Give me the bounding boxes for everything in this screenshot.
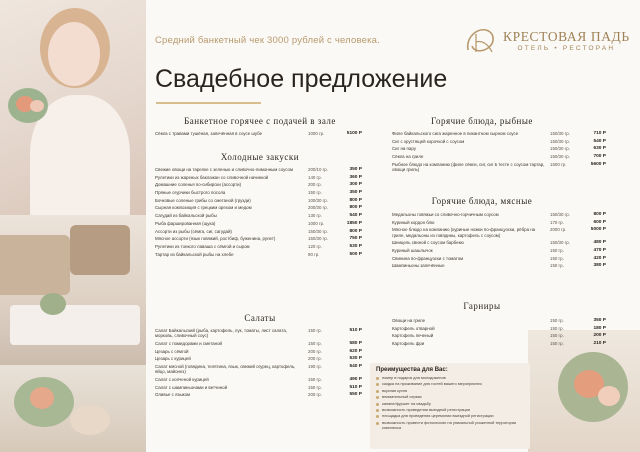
monogram-icon [462, 26, 498, 56]
menu-item-price: 800 Р [349, 205, 362, 211]
bullet-icon [376, 396, 379, 399]
menu-item-name: Шампиньоны запечённые [392, 263, 445, 269]
menu-item-price: 540 Р [349, 364, 362, 370]
menu-item-weight: 2000 гр. [550, 227, 567, 233]
menu-item [155, 175, 362, 180]
menu-item-weight: 150 гр. [550, 341, 564, 347]
menu-item-weight: 150 гр. [550, 263, 564, 269]
advantage-item [376, 389, 524, 394]
menu-item-weight: 1500 гр. [550, 161, 567, 167]
logo-subtitle: ОТЕЛЬ • РЕСТОРАН [517, 44, 616, 52]
menu-item-price: 600 Р [593, 219, 606, 225]
bouquet-flower [30, 100, 44, 112]
bouquet-flower [598, 386, 620, 406]
advantage-text: номер в подарок для молодоженов [382, 375, 446, 380]
menu-item-name: Рыбное блюдо на компанию (филе сёмги, сиг, сиг в тесте с соусом тартар, овощи гриль) [392, 161, 545, 173]
menu-item [155, 392, 362, 397]
menu-item [155, 131, 362, 136]
logo-title: КРЕСТОВАЯ ПАДЬ [503, 28, 630, 44]
hotel-logo [462, 26, 630, 56]
menu-item-weight: 150 гр. [308, 190, 322, 196]
menu-item-price: 210 Р [593, 341, 606, 347]
advantage-item [376, 421, 524, 431]
advantage-item [376, 382, 524, 387]
page-title: Свадебное предложение [155, 65, 448, 93]
menu-item-name: Сиг на пару [392, 146, 416, 152]
menu-item-price: 360 Р [349, 174, 362, 180]
menu-item-name: Салат мясной (говядина, телятина, язык, свежий огурец, картофель, яйцо, майонез) [155, 364, 296, 375]
menu-item-price: 800 Р [349, 197, 362, 203]
menu-item-name: Свежие овощи на тарелке с зеленью и сливочно-лимонным соусом [155, 167, 294, 172]
menu-item-price: 350 Р [349, 167, 362, 172]
menu-item-name: Шницель свиной с соусом барбекю [392, 240, 464, 246]
menu-item-weight: 100/30 гр. [308, 197, 328, 203]
menu-item-weight: 150 гр. [308, 384, 322, 390]
menu-item-price: 5000 Р [590, 227, 606, 233]
menu-item-name: Салат с помидорами и сметаной [155, 340, 222, 346]
menu-item-weight: 150/30 гр. [550, 131, 570, 136]
bullet-icon [376, 390, 379, 393]
menu-item-name: Пряные огурчики быстрого посола [155, 190, 226, 196]
menu-cold [155, 167, 362, 259]
menu-item-weight: 150/30 гр. [308, 236, 328, 242]
menu-item [155, 229, 362, 234]
menu-item-weight: 200 гр. [308, 348, 322, 354]
menu-item-name: Картофель фри [392, 341, 425, 347]
menu-item-weight: 150 гр. [550, 255, 564, 261]
menu-item-price: 510 Р [349, 328, 362, 333]
advantage-text: канапе/фуршет на свадьбу [382, 400, 431, 406]
menu-item-price: 530 Р [349, 243, 362, 249]
menu-item [392, 318, 606, 323]
menu-item-price: 420 Р [593, 255, 606, 261]
menu-item [392, 131, 606, 136]
menu-item-price: 490 Р [349, 377, 362, 383]
menu-item-price: 5600 Р [590, 161, 606, 167]
menu-item [155, 244, 362, 249]
menu-item-weight: 140 гр. [308, 174, 322, 180]
menu-item-name: Сёмга с травами тушёная, запечённая в соусе шубе [155, 131, 263, 136]
menu-item-name: Тартар из байкальской рыбы на хлебе [155, 251, 234, 257]
menu-item-price: 380 Р [593, 263, 606, 269]
menu-item-weight: 190 гр. [308, 364, 322, 370]
menu-item-name: Домашние соленья по-сибирски (ассорти) [155, 182, 242, 188]
menu-item-weight: 150 гр. [308, 377, 322, 383]
menu-item-name: Цезарь с курицей [155, 356, 191, 362]
menu-item-price: 540 Р [593, 138, 606, 144]
menu-item-price: 470 Р [593, 248, 606, 254]
menu-item-price: 480 Р [593, 240, 606, 246]
bride-photo [0, 0, 146, 215]
advantage-text: площадка для проведения церемонии выездной регистрации [382, 413, 494, 419]
hall-window [70, 225, 130, 275]
menu-item-price: 800 Р [349, 228, 362, 234]
menu-fish [392, 131, 606, 175]
bullet-icon [376, 409, 379, 412]
menu-item-weight: 170 гр. [550, 219, 564, 225]
menu-item-name: Рыба фаршированная (щука) [155, 220, 216, 226]
menu-item-weight: 200 гр. [308, 392, 322, 398]
menu-item-price: 350 Р [593, 318, 606, 323]
menu-item-price: 550 Р [349, 392, 362, 398]
advantage-item [376, 395, 524, 400]
menu-item-weight: 150 гр. [550, 318, 564, 323]
menu-item-weight: 200/30 гр. [308, 205, 328, 211]
bullet-icon [376, 403, 379, 406]
menu-item [392, 154, 606, 159]
menu-item [155, 167, 362, 172]
menu-item [392, 326, 606, 331]
menu-item-weight: 150/30 гр. [550, 240, 570, 246]
menu-item-weight: 150 гр. [308, 328, 322, 333]
menu-item-name: Оливье с языком [155, 392, 191, 398]
menu-item-name: Салат с копченой курицей [155, 377, 209, 383]
menu-item [155, 236, 362, 241]
menu-item-name: Цезарь с сёмгой [155, 348, 189, 354]
menu-item [392, 333, 606, 338]
ribbon-shape [70, 405, 110, 435]
advantage-item [376, 376, 524, 381]
menu-item-price: 580 Р [349, 340, 362, 346]
advantage-text: возможность проведения выездной регистрации [382, 406, 470, 412]
menu-item-name: Сёмга на гриле [392, 154, 424, 160]
menu-item-weight: 150/30 гр. [550, 154, 570, 160]
menu-item [392, 240, 606, 245]
section-heading-cold: Холодные закуски [220, 152, 300, 162]
menu-item-price: 540 Р [349, 213, 362, 219]
menu-item [392, 139, 606, 144]
advantage-text: скидка на проживание для гостей вашего мероприятия [382, 381, 482, 387]
menu-salads [155, 328, 362, 400]
bouquet-flower [30, 387, 54, 409]
menu-item-weight: 120 гр. [308, 243, 322, 249]
menu-item-weight: 200/10 гр. [308, 167, 328, 172]
menu-item-weight: 150/30 гр. [550, 212, 570, 217]
menu-sides [392, 318, 606, 349]
section-heading-meat: Горячие блюда, мясные [431, 196, 533, 206]
menu-item-weight: 150 гр. [550, 325, 564, 331]
menu-item [155, 377, 362, 382]
menu-item [155, 190, 362, 195]
title-divider [156, 102, 261, 104]
menu-meat [392, 212, 606, 271]
section-heading-fish: Горячие блюда, рыбные [431, 116, 533, 126]
bullet-icon [376, 415, 379, 418]
hall-photo [0, 215, 146, 365]
face-shape [48, 22, 100, 86]
menu-item-name: Овощи на гриле [392, 318, 426, 323]
average-check-text: Средний банкетный чек 3000 рублей с человека. [155, 35, 380, 46]
bullet-icon [376, 422, 379, 425]
menu-item-weight: 200 гр. [308, 182, 322, 188]
menu-item-name: Филе байкальского сига жаренное в пикантном сырном соусе [392, 131, 519, 136]
menu-item-name: Рулетики из тонкого лаваша с сёмгой и сыром [155, 243, 250, 249]
menu-item [155, 213, 362, 218]
section-heading-salads: Салаты [244, 313, 276, 323]
menu-item-weight: 1000 гр. [308, 131, 325, 136]
menu-item-price: 750 Р [349, 236, 362, 242]
menu-item-name: Куриный кордон блю [392, 219, 435, 225]
menu-item [155, 328, 362, 339]
menu-item-weight: 150/30 гр. [550, 146, 570, 152]
table-flowers [40, 293, 66, 315]
bouquet-photo [0, 365, 146, 452]
menu-item-price: 530 Р [349, 356, 362, 362]
menu-item [155, 341, 362, 346]
menu-item [392, 162, 606, 173]
section-heading-sides: Гарниры [463, 301, 501, 311]
menu-item [155, 356, 362, 361]
menu-item-price: 700 Р [593, 154, 606, 160]
menu-item [155, 349, 362, 354]
menu-item-price: 1850 Р [346, 220, 362, 226]
menu-item-name: Медальоны говяжьи со сливочно-горчичным соусом [392, 212, 499, 217]
hall-window [0, 235, 70, 295]
menu-banquet [155, 131, 362, 139]
menu-item [392, 227, 606, 238]
menu-item [155, 385, 362, 390]
advantage-item [376, 414, 524, 419]
menu-item-name: Свинина по-французски с томатом [392, 255, 464, 261]
menu-item-price: 500 Р [349, 251, 362, 257]
menu-item-price: 620 Р [349, 348, 362, 354]
advantage-item [376, 402, 524, 407]
menu-item-name: Рулетики из жареных баклажан со сливочной начинкой [155, 174, 269, 180]
menu-item-price: 180 Р [593, 325, 606, 331]
menu-item-price: 5100 Р [346, 131, 362, 136]
menu-item [155, 252, 362, 257]
menu-item-weight: 90 гр. [308, 251, 320, 257]
menu-item [392, 256, 606, 261]
menu-item [155, 221, 362, 226]
menu-item-name: Сырная композиция с грецким орехом и медом [155, 205, 252, 211]
menu-item-price: 800 Р [593, 212, 606, 217]
menu-item-weight: 130 гр. [308, 213, 322, 219]
section-heading-banquet: Банкетное горячее с подачей в зале [184, 116, 336, 126]
bullet-icon [376, 383, 379, 386]
menu-item-name: Мясное ассорти (язык говяжий, ростбиф, буженина, рулет) [155, 236, 276, 242]
menu-item [392, 212, 606, 217]
advantage-text: вкусная кухня [382, 387, 408, 393]
menu-item-name: Мясное блюдо на компанию (куриные ножки по-французски, рёбра на гриле, медальоны из говядины, картофель с соусом) [392, 227, 536, 238]
menu-item-price: 510 Р [349, 384, 362, 390]
advantage-text: возможность провести фотосессию на уникальной ухоженной территории комплекса [382, 419, 517, 430]
menu-item [155, 182, 362, 187]
menu-item-weight: 150/30 гр. [550, 138, 570, 144]
advantages-list [370, 376, 530, 430]
table-shape [10, 305, 140, 345]
menu-item-name: Куриный шашлычок [392, 248, 433, 254]
menu-item [392, 263, 606, 268]
menu-item [392, 146, 606, 151]
menu-item-name: Картофель отварной [392, 325, 435, 331]
menu-item [392, 220, 606, 225]
menu-item-price: 710 Р [593, 131, 606, 136]
advantages-title: Преимущества для Вас: [376, 367, 448, 373]
menu-item-price: 300 Р [349, 182, 362, 188]
menu-item-name: Салат Байкальский (рыба, картофель, лук, томаты, лист салата, морковь, сливочный соус) [155, 328, 287, 339]
menu-item-weight: 150 гр. [308, 340, 322, 346]
bullet-icon [376, 377, 379, 380]
menu-item-weight: 150/30 гр. [308, 228, 328, 234]
menu-item-weight: 150 гр. [550, 248, 564, 254]
menu-item-name: Картофель печеный [392, 333, 434, 339]
menu-item [392, 248, 606, 253]
menu-item-name: Ассорти из рыбы (сёмга, сиг, сагудай) [155, 228, 232, 234]
menu-item-name: Бочковые соленые грибы со сметаной (грузди) [155, 197, 251, 203]
menu-item-name: Салат с шампиньонами и ветчиной [155, 384, 228, 390]
menu-item-weight: 1000 гр. [308, 220, 325, 226]
menu-item [155, 205, 362, 210]
menu-item-weight: 150 гр. [550, 333, 564, 339]
menu-item-price: 350 Р [349, 190, 362, 196]
menu-item-name: Сиг с хрустящей корочкой с соусом [392, 138, 465, 144]
advantage-item [376, 408, 524, 413]
menu-item-weight: 200 гр. [308, 356, 322, 362]
advantage-text: внимательный сервис [382, 394, 422, 400]
advantages-box [370, 363, 530, 449]
menu-item [392, 341, 606, 346]
menu-item-name: Сагудай из байкальской рыбы [155, 213, 217, 219]
menu-item-price: 630 Р [593, 146, 606, 152]
menu-item [155, 198, 362, 203]
menu-item-price: 200 Р [593, 333, 606, 339]
menu-item [155, 364, 362, 375]
